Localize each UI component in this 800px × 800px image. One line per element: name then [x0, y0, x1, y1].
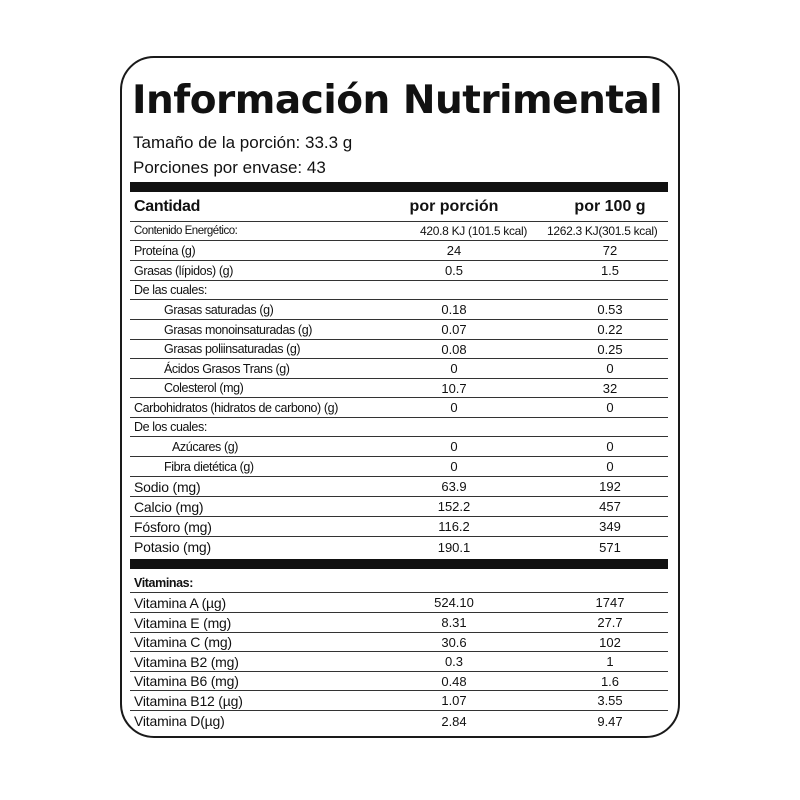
vitamin-label: Vitamina A (µg): [134, 594, 226, 611]
nutrient-per-100g: 0: [606, 361, 614, 376]
vitamin-row: [130, 652, 668, 672]
thick-divider-vitamins: [130, 559, 668, 569]
nutrient-per-serving: 0: [450, 439, 458, 454]
nutrient-per-100g: 0: [606, 400, 614, 415]
energy-per-serving: 420.8 KJ (101.5 kcal): [420, 224, 528, 238]
nutrient-per-serving: 63.9: [441, 479, 467, 494]
vitamin-label: Vitamina D(µg): [134, 713, 225, 729]
nutrient-per-serving: 0.18: [441, 302, 467, 317]
nutrient-per-100g: 72: [602, 243, 618, 258]
nutrient-label: Colesterol (mg): [164, 381, 244, 395]
nutrient-label: Grasas saturadas (g): [164, 302, 274, 317]
nutrient-per-serving: 190.1: [437, 539, 471, 555]
vitamin-row: [130, 593, 668, 613]
nutrient-per-100g: 349: [599, 519, 621, 534]
nutrient-label: Proteína (g): [134, 243, 196, 258]
serving-size: Tamaño de la porción: 33.3 g: [133, 133, 353, 152]
nutrient-label: Sodio (mg): [134, 478, 201, 495]
nutrient-label: Grasas (lípidos) (g): [134, 263, 233, 278]
table-header-row: [130, 192, 668, 222]
nutrient-label: Grasas poliinsaturadas (g): [164, 342, 301, 356]
nutrient-row: [130, 437, 668, 457]
nutrient-per-serving: 0: [450, 459, 458, 474]
vitamin-per-100g: 1.6: [600, 673, 620, 689]
column-header-amount: Cantidad: [134, 197, 201, 215]
vitamin-per-100g: 3.55: [597, 693, 623, 708]
vitamin-per-serving: 0.3: [444, 654, 464, 669]
nutrient-per-100g: 192: [599, 479, 621, 494]
nutrient-label: Azúcares (g): [172, 439, 239, 454]
nutrient-per-serving: 0: [450, 361, 458, 376]
nutrient-label: De los cuales:: [134, 420, 207, 434]
vitamin-row: [130, 691, 668, 711]
vitamin-label: Vitamina B6 (mg): [134, 673, 239, 689]
vitamin-row: [130, 613, 668, 633]
servings-per-container: Porciones por envase: 43: [133, 158, 326, 177]
nutrient-label: Fósforo (mg): [134, 518, 212, 535]
nutrient-per-100g: 0.25: [597, 341, 623, 357]
vitamin-row: [130, 711, 668, 731]
vitamin-per-serving: 524.10: [434, 595, 474, 610]
nutrient-row: [130, 537, 668, 557]
vitamin-per-100g: 1: [606, 654, 614, 669]
nutrient-per-serving: 116.2: [438, 519, 470, 534]
column-header-per-100g: por 100 g: [574, 197, 646, 215]
nutrient-per-100g: 457: [599, 499, 621, 514]
nutrient-row: [130, 517, 668, 537]
nutrient-per-serving: 0.08: [441, 341, 467, 357]
nutrient-row: [130, 300, 668, 320]
vitamin-per-serving: 1.07: [441, 693, 467, 708]
nutrient-row: [130, 340, 668, 359]
vitamin-label: Vitamina B12 (µg): [134, 692, 243, 709]
nutrient-label: De las cuales:: [134, 283, 207, 297]
vitamin-label: Vitamina E (mg): [134, 614, 232, 631]
nutrient-row: [130, 398, 668, 418]
nutrient-row: [130, 281, 668, 300]
vitamin-per-100g: 9.47: [597, 713, 623, 729]
nutrient-label: Carbohidratos (hidratos de carbono) (g): [134, 400, 338, 415]
nutrient-row: [130, 320, 668, 340]
nutrient-row: [130, 418, 668, 437]
nutrient-per-100g: 32: [602, 380, 618, 396]
nutrient-per-serving: 152.2: [437, 499, 471, 514]
label-title: Información Nutrimental: [132, 78, 663, 123]
vitamin-label: Vitamina C (mg): [134, 634, 232, 650]
nutrient-row: [130, 497, 668, 517]
vitamin-per-100g: 27.7: [597, 615, 623, 630]
vitamin-per-serving: 30.6: [441, 634, 467, 650]
nutrient-per-100g: [542, 281, 678, 299]
vitamin-row: [130, 633, 668, 652]
vitamin-per-serving: 8.31: [441, 615, 467, 630]
nutrient-per-serving: 0: [450, 400, 458, 415]
nutrient-per-serving: 0.5: [444, 263, 464, 278]
nutrient-row: [130, 477, 668, 497]
nutrient-per-100g: 571: [599, 539, 621, 555]
vitamins-header: Vitaminas:: [134, 575, 193, 590]
thick-divider-top: [130, 182, 668, 192]
nutrient-per-100g: 0: [606, 439, 614, 454]
nutrient-row: [130, 261, 668, 281]
vitamin-row: [130, 672, 668, 691]
nutrient-per-serving: 0.07: [441, 322, 467, 337]
nutrient-per-100g: 0.22: [597, 322, 623, 337]
nutrient-row: [130, 457, 668, 477]
nutrient-per-serving: [370, 418, 538, 436]
energy-label: Contenido Energético:: [134, 225, 238, 237]
energy-per-100g: 1262.3 KJ(301.5 kcal): [547, 224, 658, 238]
nutrient-row: [130, 379, 668, 398]
vitamins-header-row: [130, 573, 668, 593]
column-header-per-serving: por porción: [409, 197, 499, 215]
nutrient-row: [130, 359, 668, 379]
nutrient-per-100g: 1.5: [600, 263, 620, 278]
vitamin-per-serving: 2.84: [441, 713, 467, 729]
vitamin-per-100g: 102: [599, 634, 621, 650]
vitamin-per-100g: 1747: [595, 595, 625, 610]
nutrient-per-100g: 0: [606, 459, 614, 474]
nutrient-per-serving: [370, 281, 538, 299]
nutrient-label: Calcio (mg): [134, 498, 204, 515]
nutrient-label: Potasio (mg): [134, 539, 211, 555]
nutrient-label: Grasas monoinsaturadas (g): [164, 322, 313, 337]
vitamin-per-serving: 0.48: [441, 673, 467, 689]
nutrient-per-100g: 0.53: [597, 302, 623, 317]
vitamin-label: Vitamina B2 (mg): [134, 653, 239, 670]
nutrient-per-serving: 24: [446, 243, 462, 258]
nutrient-per-100g: [542, 418, 678, 436]
nutrient-row: [130, 241, 668, 261]
nutrient-label: Ácidos Grasos Trans (g): [164, 361, 290, 376]
nutrient-per-serving: 10.7: [441, 380, 467, 396]
energy-row: [130, 222, 668, 241]
nutrient-label: Fibra dietética (g): [164, 459, 254, 474]
